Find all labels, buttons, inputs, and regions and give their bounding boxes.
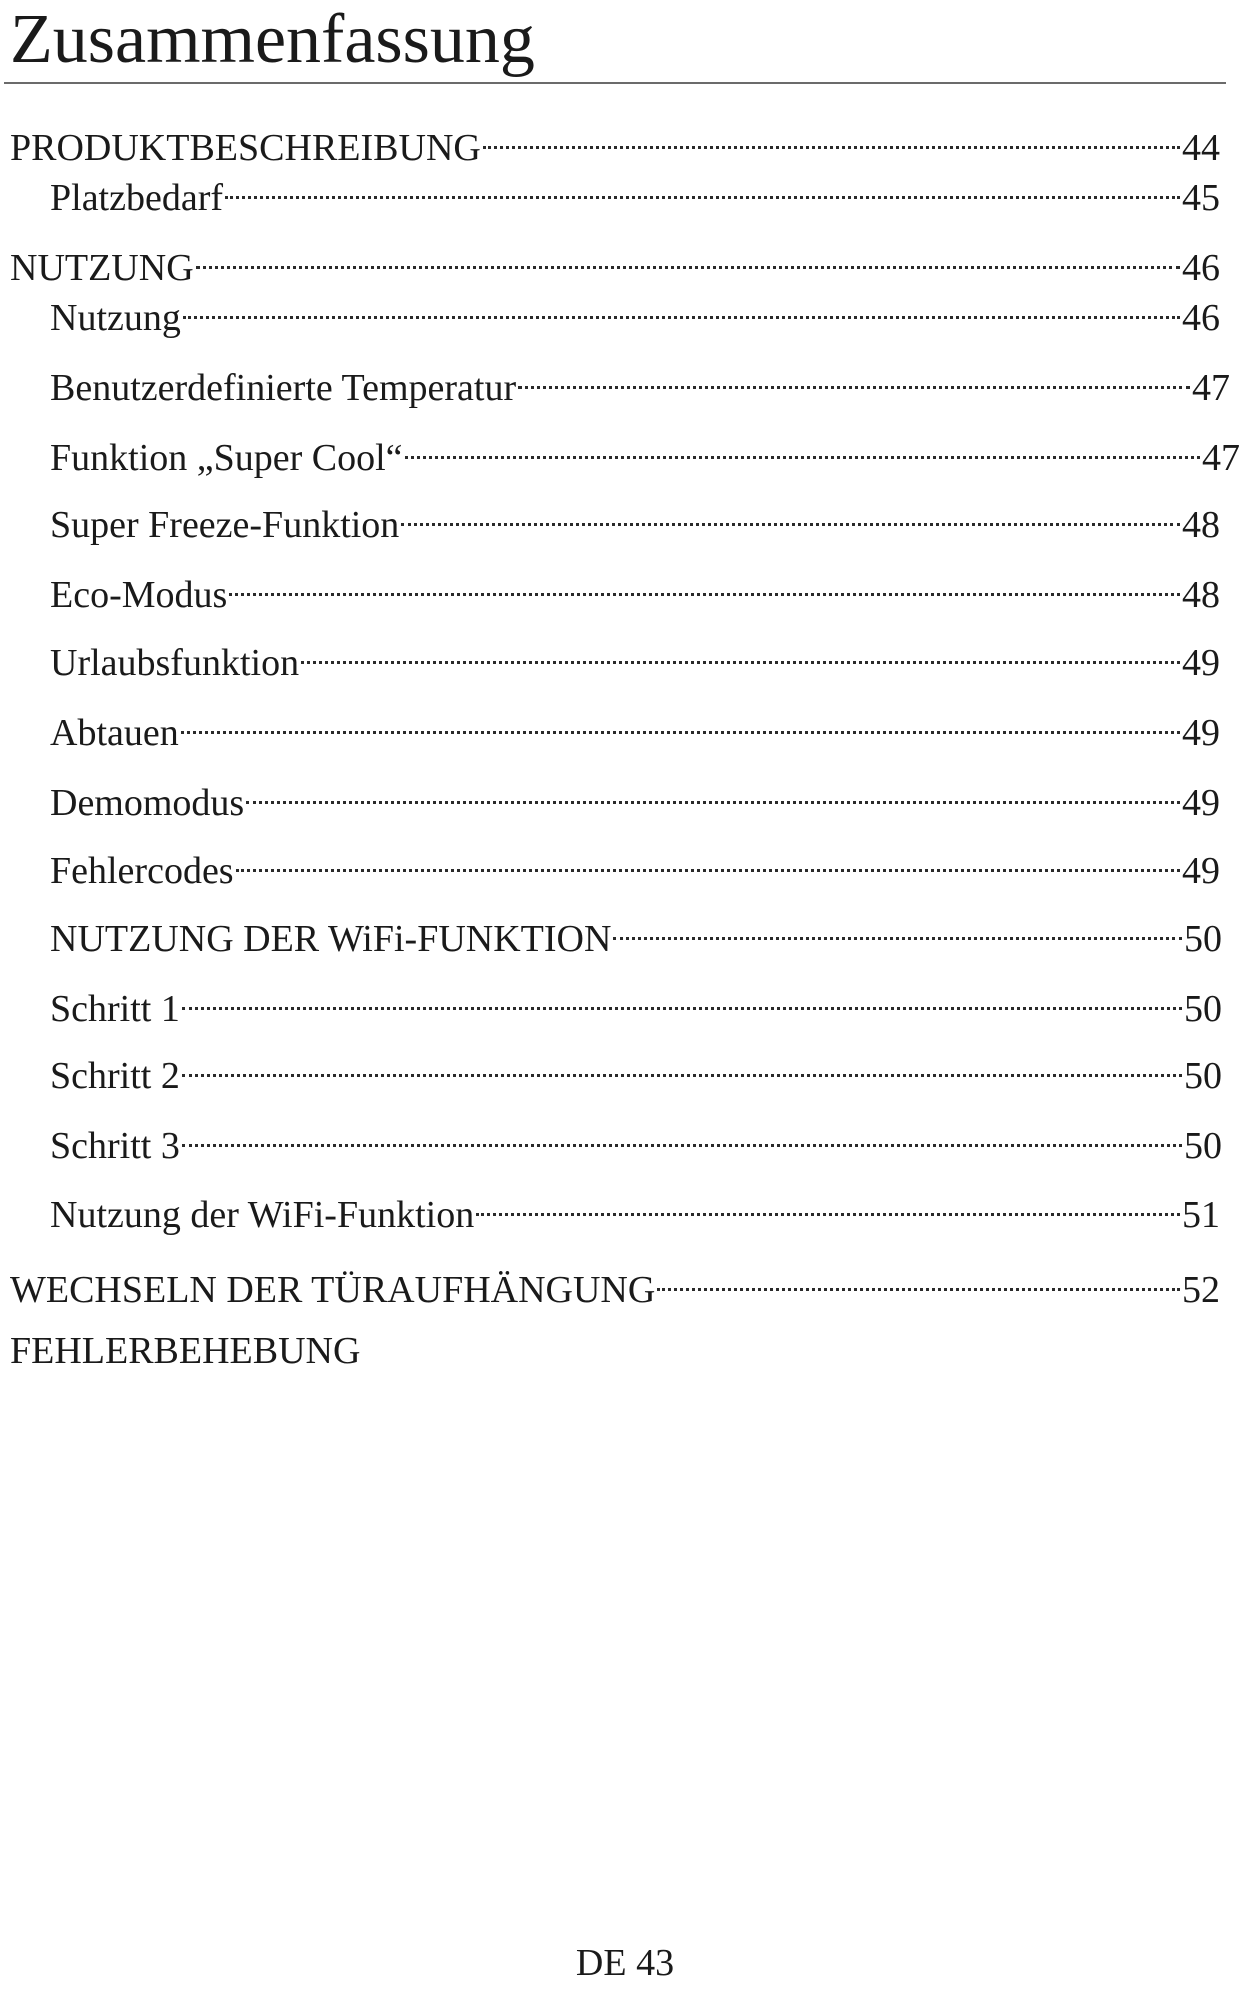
toc-entry-eco-modus[interactable] — [50, 561, 1220, 616]
toc-entry-nutzung-section[interactable] — [10, 234, 1220, 289]
toc-dot-leader — [182, 1042, 1182, 1088]
toc-dot-leader — [405, 424, 1200, 470]
toc-entry-platzbedarf[interactable] — [50, 164, 1220, 219]
toc-entry-page: 49 — [1182, 850, 1220, 892]
toc-entry-label: FEHLERBEHEBUNG — [10, 1330, 361, 1372]
toc-entry-page: 49 — [1182, 712, 1220, 754]
toc-entry-label: Schritt 2 — [50, 1055, 180, 1097]
toc-entry-nutzung-der-wifi-funktion[interactable] — [50, 1181, 1220, 1236]
toc-entry-label: Abtauen — [50, 712, 179, 754]
toc-dot-leader — [183, 284, 1180, 330]
toc-entry-label: Demomodus — [50, 782, 245, 824]
toc-dot-leader — [246, 769, 1180, 815]
toc-entry-produktbeschreibung[interactable] — [10, 114, 1220, 169]
title-divider — [4, 82, 1226, 84]
toc-entry-label: NUTZUNG — [10, 247, 194, 289]
toc-dot-leader — [657, 1256, 1180, 1302]
toc-dot-leader — [613, 905, 1182, 951]
toc-entry-label: Super Freeze-Funktion — [50, 504, 400, 546]
toc-entry-page: 45 — [1182, 177, 1220, 219]
toc-entry-page: 50 — [1184, 988, 1222, 1030]
toc-dot-leader — [182, 975, 1182, 1021]
toc-entry-label: Fehlercodes — [50, 850, 234, 892]
toc-entry-schritt-3[interactable] — [50, 1112, 1222, 1167]
toc-entry-fehlercodes[interactable] — [50, 837, 1220, 892]
toc-entry-benutzerdefinierte-temperatur[interactable] — [50, 354, 1230, 409]
toc-entry-nutzung-der-wifi-funktion-section[interactable] — [50, 905, 1222, 960]
toc-entry-fehlerbehebung[interactable] — [10, 1328, 360, 1374]
toc-entry-label: Eco-Modus — [50, 574, 228, 616]
toc-dot-leader — [483, 114, 1180, 160]
toc-dot-leader — [225, 164, 1180, 210]
page-title: Zusammenfassung — [10, 1, 535, 78]
toc-entry-label: Nutzung der WiFi-Funktion — [50, 1194, 475, 1236]
toc-entry-label: PRODUKTBESCHREIBUNG — [10, 127, 481, 169]
toc-entry-page: 52 — [1182, 1269, 1220, 1311]
toc-dot-leader — [476, 1181, 1180, 1227]
toc-entry-page: 49 — [1182, 782, 1220, 824]
toc-dot-leader — [182, 1112, 1182, 1158]
toc-entry-label: Schritt 1 — [50, 988, 180, 1030]
toc-entry-page: 50 — [1184, 1125, 1222, 1167]
toc-entry-page: 48 — [1182, 574, 1220, 616]
toc-entry-page: 50 — [1184, 1055, 1222, 1097]
toc-entry-page: 44 — [1182, 127, 1220, 169]
toc-entry-super-freeze[interactable] — [50, 491, 1220, 546]
toc-entry-schritt-1[interactable] — [50, 975, 1222, 1030]
toc-dot-leader — [196, 234, 1180, 280]
toc-entry-urlaubsfunktion[interactable] — [50, 629, 1220, 684]
toc-dot-leader — [518, 354, 1190, 400]
toc-dot-leader — [401, 491, 1180, 537]
toc-entry-page: 51 — [1182, 1194, 1220, 1236]
toc-dot-leader — [229, 561, 1180, 607]
page-footer — [0, 1940, 1240, 1986]
toc-dot-leader — [236, 837, 1180, 883]
toc-entry-page: 50 — [1184, 918, 1222, 960]
toc-entry-label: Platzbedarf — [50, 177, 224, 219]
toc-entry-schritt-2[interactable] — [50, 1042, 1222, 1097]
toc-entry-page: 46 — [1182, 297, 1220, 339]
toc-dot-leader — [301, 629, 1180, 675]
toc-entry-page: 49 — [1182, 642, 1220, 684]
toc-entry-label: Schritt 3 — [50, 1125, 180, 1167]
toc-entry-label: WECHSELN DER TÜRAUFHÄNGUNG — [10, 1269, 656, 1311]
page-number: DE 43 — [575, 1942, 675, 1984]
toc-entry-page: 47 — [1192, 367, 1230, 409]
toc-entry-page: 46 — [1182, 247, 1220, 289]
toc-dot-leader — [181, 699, 1180, 745]
toc-entry-label: Funktion „Super Cool“ — [50, 437, 403, 479]
toc-entry-wechseln-der-tueraufhaengung[interactable] — [10, 1256, 1220, 1311]
toc-entry-label: NUTZUNG DER WiFi-FUNKTION — [50, 918, 612, 960]
toc-entry-super-cool[interactable] — [50, 424, 1240, 479]
toc-entry-label: Benutzerdefinierte Temperatur — [50, 367, 517, 409]
toc-entry-page: 48 — [1182, 504, 1220, 546]
toc-entry-abtauen[interactable] — [50, 699, 1220, 754]
toc-entry-page: 47 — [1202, 437, 1240, 479]
toc-entry-label: Urlaubsfunktion — [50, 642, 300, 684]
toc-entry-label: Nutzung — [50, 297, 181, 339]
toc-entry-nutzung[interactable] — [50, 284, 1220, 339]
toc-entry-demomodus[interactable] — [50, 769, 1220, 824]
